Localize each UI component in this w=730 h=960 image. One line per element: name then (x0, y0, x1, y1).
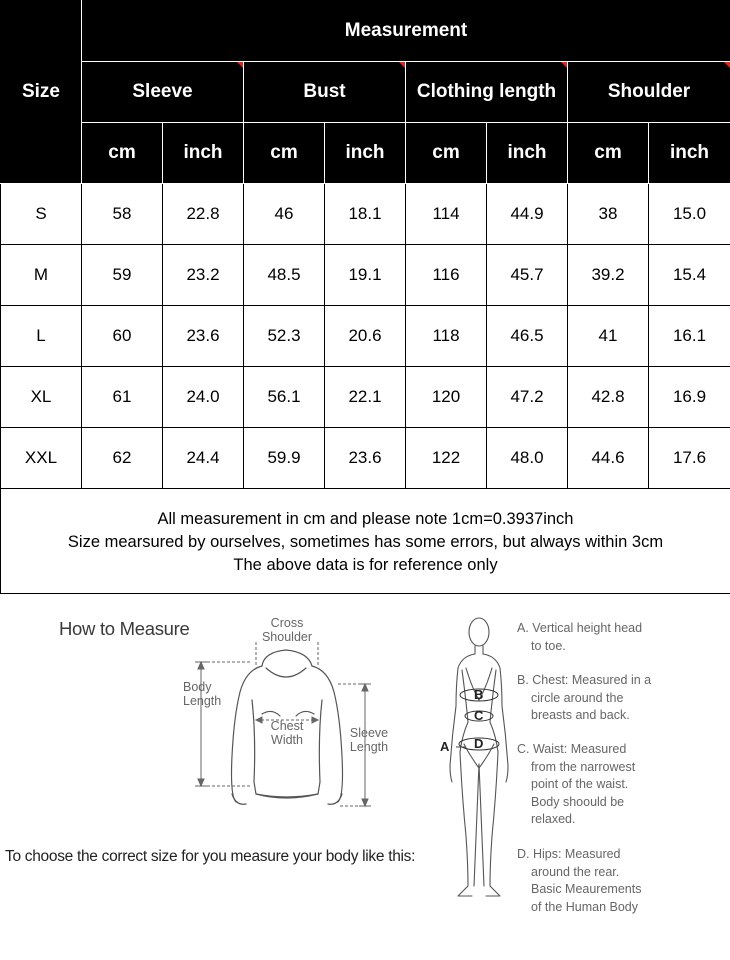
unit-header: inch (325, 123, 406, 184)
size-header: Size (1, 1, 82, 184)
value-cell: 42.8 (568, 367, 649, 428)
legend-c (517, 741, 717, 829)
value-cell: 24.4 (163, 428, 244, 489)
value-cell: 56.1 (244, 367, 325, 428)
value-cell: 58 (82, 184, 163, 245)
group-header: Clothing length (406, 62, 568, 123)
value-cell: 15.4 (649, 245, 730, 306)
note-line: Size mearsured by ourselves, sometimes has some errors, but always within 3cm (67, 532, 664, 551)
value-cell: 44.6 (568, 428, 649, 489)
unit-header: cm (568, 123, 649, 184)
legend-d (517, 846, 717, 916)
value-cell: 47.2 (487, 367, 568, 428)
legend-line: circle around the (531, 690, 624, 705)
value-cell: 52.3 (244, 306, 325, 367)
value-cell: 18.1 (325, 184, 406, 245)
value-cell: 22.8 (163, 184, 244, 245)
unit-header: inch (649, 123, 730, 184)
size-cell: XL (1, 367, 82, 428)
figure-letter-c: C (474, 708, 484, 723)
legend-a (517, 620, 717, 655)
value-cell: 45.7 (487, 245, 568, 306)
group-header: Shoulder (568, 62, 730, 123)
legend-line: D. Hips: Measured (517, 847, 621, 861)
how-to-measure-section (0, 596, 730, 960)
legend-line: breasts and back. (531, 708, 630, 722)
human-figure-drawing (450, 618, 508, 896)
value-cell: 114 (406, 184, 487, 245)
note-line: The above data is for reference only (233, 555, 498, 574)
value-cell: 15.0 (649, 184, 730, 245)
unit-header: cm (244, 123, 325, 184)
unit-header: cm (82, 123, 163, 184)
table-notes (1, 489, 730, 594)
size-cell: M (1, 245, 82, 306)
value-cell: 59 (82, 245, 163, 306)
note-line: All measurement in cm and please note 1cm=0.3937inch (157, 509, 574, 528)
value-cell: 122 (406, 428, 487, 489)
label-line: Length (349, 740, 389, 754)
table-row (1, 428, 730, 489)
table-row (1, 184, 730, 245)
measurement-header: Measurement (82, 1, 730, 62)
value-cell: 118 (406, 306, 487, 367)
value-cell: 22.1 (325, 367, 406, 428)
legend-line: A. Vertical height head (517, 621, 643, 635)
value-cell: 16.9 (649, 367, 730, 428)
value-cell: 23.6 (325, 428, 406, 489)
value-cell: 20.6 (325, 306, 406, 367)
value-cell: 48.5 (244, 245, 325, 306)
figure-letter-a: A (440, 739, 450, 754)
instruction-text: To choose the correct size for you measure your body like this: (5, 848, 416, 865)
label-line: Shoulder (261, 630, 313, 644)
legend-line: C. Waist: Measured (517, 742, 627, 756)
unit-header: inch (163, 123, 244, 184)
value-cell: 23.6 (163, 306, 244, 367)
size-cell: XXL (1, 428, 82, 489)
label-line: Length (183, 694, 222, 708)
value-cell: 59.9 (244, 428, 325, 489)
group-header: Bust (244, 62, 406, 123)
value-cell: 19.1 (325, 245, 406, 306)
legend-line: B. Chest: Measured in a (517, 673, 652, 687)
table-row (1, 306, 730, 367)
value-cell: 17.6 (649, 428, 730, 489)
legend-line: to toe. (531, 638, 566, 653)
unit-header: cm (406, 123, 487, 184)
legend-b (517, 672, 717, 725)
value-cell: 44.9 (487, 184, 568, 245)
sleeve-length-label (344, 726, 394, 754)
label-line: Sleeve (349, 726, 389, 740)
value-cell: 24.0 (163, 367, 244, 428)
value-cell: 46.5 (487, 306, 568, 367)
table-row (1, 245, 730, 306)
label-line: Cross (270, 616, 304, 630)
how-to-measure-title: How to Measure (59, 618, 190, 639)
value-cell: 61 (82, 367, 163, 428)
label-line: Body (183, 680, 212, 694)
value-cell: 38 (568, 184, 649, 245)
body-length-label (183, 680, 231, 708)
legend-line: around the rear. (531, 864, 620, 879)
cross-shoulder-label (255, 616, 319, 644)
legend-line: relaxed. (531, 812, 576, 826)
figure-letter-b: B (474, 687, 484, 702)
value-cell: 120 (406, 367, 487, 428)
unit-header: inch (487, 123, 568, 184)
size-cell: S (1, 184, 82, 245)
legend-line: Body shoould be (531, 794, 625, 809)
legend-line: from the narrowest (531, 759, 636, 774)
size-cell: L (1, 306, 82, 367)
chest-width-label (262, 719, 312, 747)
value-cell: 46 (244, 184, 325, 245)
value-cell: 60 (82, 306, 163, 367)
table-row (1, 367, 730, 428)
value-cell: 23.2 (163, 245, 244, 306)
legend-line: Basic Meaurements (531, 882, 642, 896)
value-cell: 48.0 (487, 428, 568, 489)
cross-shoulder-marker (256, 642, 318, 666)
label-line: Chest (270, 719, 304, 733)
label-line: Width (271, 733, 303, 747)
legend-line: of the Human Body (531, 899, 639, 914)
figure-letter-d: D (474, 736, 484, 751)
value-cell: 41 (568, 306, 649, 367)
value-cell: 62 (82, 428, 163, 489)
legend-line: point of the waist. (531, 777, 629, 791)
group-header: Sleeve (82, 62, 244, 123)
value-cell: 116 (406, 245, 487, 306)
value-cell: 39.2 (568, 245, 649, 306)
value-cell: 16.1 (649, 306, 730, 367)
